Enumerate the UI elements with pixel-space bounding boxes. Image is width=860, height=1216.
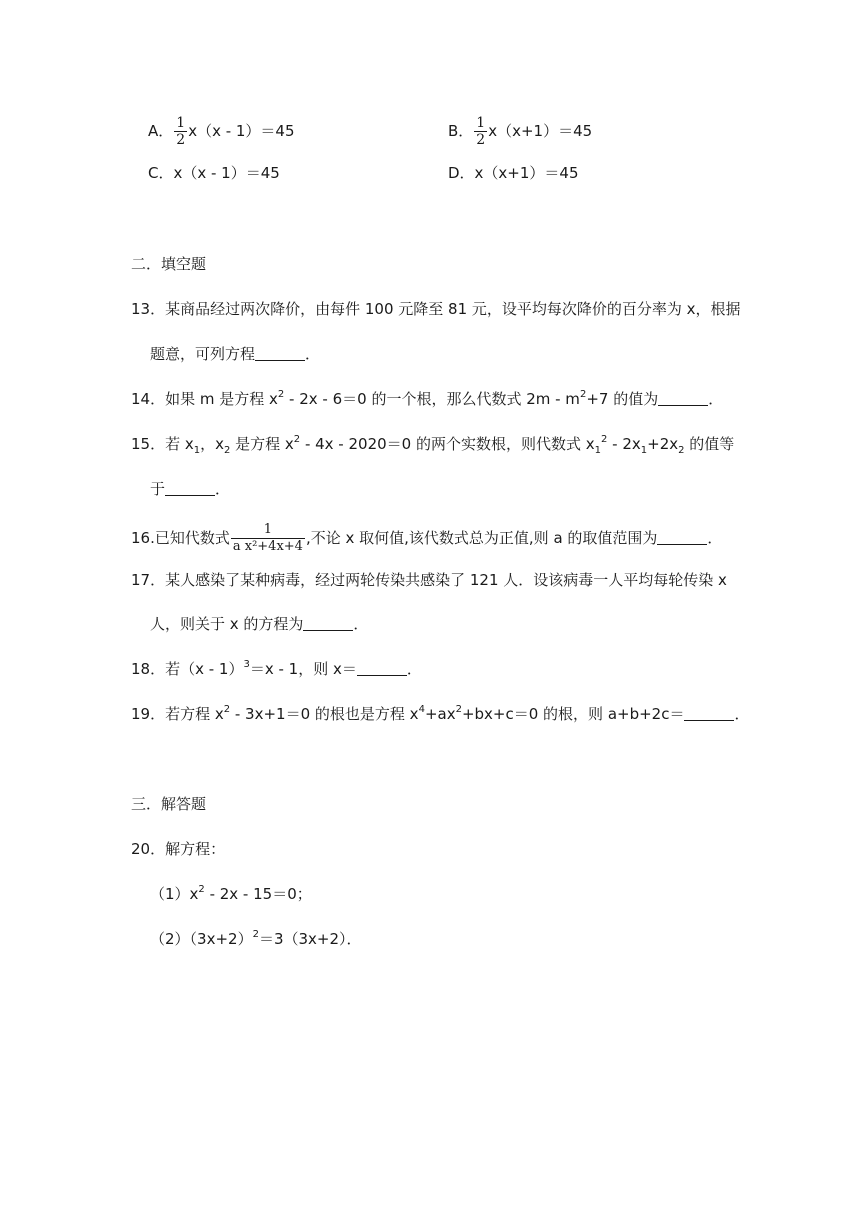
answer-blank[interactable] bbox=[657, 530, 707, 545]
question-16: 16.已知代数式 $\frac{1}{\text{a x²+4x+4}}$ ,不论 x 取何值,该代数式总为正值,则 a 的取值范围为 ． bbox=[131, 522, 723, 554]
question-20-part-1: $(1)x^2 - 2x - 15=0$； bbox=[150, 884, 312, 903]
answer-blank[interactable] bbox=[303, 616, 353, 631]
section-heading-solve: 三．解答题 bbox=[131, 795, 207, 813]
question-17-line-2: 人，则关于 x 的方程为 ． bbox=[150, 615, 369, 633]
choice-a bbox=[148, 115, 295, 148]
fraction-one-half: $\frac{1}{2}$ bbox=[476, 115, 486, 148]
choice-c: C．x（x - 1）＝45 bbox=[148, 164, 280, 182]
question-13-line-1: 13．某商品经过两次降价，由每件 100 元降至 81 元，设平均每次降价的百分率为 x，根据 bbox=[131, 300, 741, 318]
answer-blank[interactable] bbox=[357, 661, 407, 676]
answer-blank[interactable] bbox=[684, 706, 734, 721]
question-15-line-2: 于 ． bbox=[150, 480, 231, 498]
choice-a-expression: x（x - 1）＝45 bbox=[188, 122, 295, 140]
question-19: 19．若方程 $x^2 - 3x+1=0$ 的根也是方程 $x^4+ax^2+bx+c=0$ 的根，则 a+b+2c＝ ． bbox=[131, 704, 750, 723]
fraction-expression: $\frac{1}{\text{a x²+4x+4}}$ bbox=[232, 522, 303, 554]
choice-b bbox=[448, 115, 592, 148]
choice-a-label: A． bbox=[148, 122, 174, 140]
answer-blank[interactable] bbox=[658, 391, 708, 406]
choice-d: D．x（x+1）＝45 bbox=[448, 164, 579, 182]
question-20-part-2: $(2)(3x+2)^2=3(3x+2)$． bbox=[150, 929, 362, 948]
choice-b-expression: x（x+1）＝45 bbox=[488, 122, 593, 140]
question-15-line-1: 15．若 $x_1$，$x_2$ 是方程 $x^2 - 4x - 2020=0$ 的两个实数根，则代数式 $x_1^2 - 2x_1+2x_2$ 的值等 bbox=[131, 434, 735, 456]
choice-b-label: B． bbox=[448, 122, 474, 140]
fraction-one-half: $\frac{1}{2}$ bbox=[176, 115, 186, 148]
question-13-line-2: 题意，可列方程 ． bbox=[150, 345, 321, 363]
question-20-title: 20．解方程： bbox=[131, 840, 226, 858]
question-17-line-1: 17．某人感染了某种病毒，经过两轮传染共感染了 121 人．设该病毒一人平均每轮传染 x bbox=[131, 571, 727, 589]
answer-blank[interactable] bbox=[255, 346, 305, 361]
section-heading-fill-in: 二．填空题 bbox=[131, 255, 207, 273]
question-18: 18．若（x - 1）$^3$＝x - 1，则 x＝ ． bbox=[131, 659, 422, 678]
answer-blank[interactable] bbox=[165, 481, 215, 496]
question-14: 14．如果 m 是方程 $x^2 - 2x - 6=0$ 的一个根，那么代数式 $2m - m^2+7$ 的值为 ． bbox=[131, 389, 724, 408]
